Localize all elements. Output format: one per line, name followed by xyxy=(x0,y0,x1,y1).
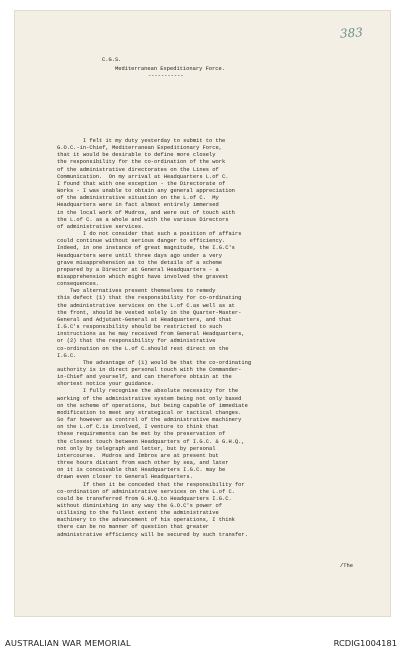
body-line: machinery to the advancement of his operations, I think xyxy=(57,517,235,524)
body-line: G.O.C.-in-Chief, Mediterranean Expeditionary Force, xyxy=(57,145,222,152)
body-line: the front, should be vested solely in the Quarter-Master- xyxy=(57,309,242,316)
body-line: Communication. On my arrival at Headquarters L.of C. xyxy=(57,173,229,180)
body-line: I felt it my duty yesterday to submit to the xyxy=(57,138,226,144)
addressee-line: C.G.S. xyxy=(102,57,122,63)
body-line: working of the administrative system being not only based xyxy=(57,395,242,402)
body-line: could continue without serious danger to efficiency. xyxy=(57,238,226,245)
body-line: misapprehension which might have involved the gravest xyxy=(57,273,229,280)
body-line: on the scheme of operations, but being capable of immediate xyxy=(57,402,248,409)
body-line: I.G.C's responsibility should be restricted to such xyxy=(57,324,222,331)
body-line: I found that with one exception - the Directorate of xyxy=(57,180,226,187)
body-line: shortest notice your guidance. xyxy=(57,381,155,388)
body-line: three hours distant from each other by sea, and later xyxy=(57,460,229,467)
body-line: in-Chief and yourself, and can therefore obtain at the xyxy=(57,374,232,381)
addressee-underline: ----------- xyxy=(148,73,184,79)
body-line: prepared by a Director at General Headquarters - a xyxy=(57,266,219,273)
body-line: grave misapprehension as to the details of a scheme xyxy=(57,259,222,266)
body-line: co-ordination of administrative services on the L.of C. xyxy=(57,488,235,495)
catchword: /The xyxy=(340,563,353,569)
body-line: on it is conceivable that Headquarters I.G.C. may be xyxy=(57,467,226,474)
body-line: or (2) that the responsibility for administrative xyxy=(57,338,216,345)
body-line: Headquarters were in fact almost entirely immersed xyxy=(57,202,219,209)
body-line: this defect (1) that the responsibility for co-ordinating xyxy=(57,295,242,302)
body-line: without diminishing in any way the G.O.C's power of xyxy=(57,502,222,509)
folio-number: 383 xyxy=(339,25,364,41)
body-line: authority is in direct personal touch with the Commander- xyxy=(57,367,242,373)
body-line: administrative efficiency will be secured by such transfer. xyxy=(57,531,248,538)
body-line: that it would be desirable to define more closely xyxy=(57,152,216,159)
addressee-force-line: Mediterranean Expeditionary Force. xyxy=(115,66,225,72)
body-line: Headquarters were until three days ago under a very xyxy=(57,252,222,259)
body-line: of the administrative directorates on the Lines of xyxy=(57,166,219,173)
body-line: So far however as control of the administrative machinery xyxy=(57,417,242,424)
body-line: consequences. xyxy=(57,281,100,288)
body-line: on the L.of C.is involved, I venture to think that xyxy=(57,424,219,431)
body-line: the L.of C. as a whole and with the various Directors xyxy=(57,216,229,223)
body-line: modification to meet any strategical or tactical changes. xyxy=(57,409,242,416)
letter-body xyxy=(57,138,251,539)
archive-reference: RCDIG1004181 xyxy=(333,638,397,648)
body-line: co-ordination on the L.of C.should rest direct on the xyxy=(57,345,229,352)
body-line: instructions as he may received from General Headquarters, xyxy=(57,331,245,338)
body-line: of administrative services. xyxy=(57,223,145,230)
body-line: Two alternatives present themselves to remedy xyxy=(57,288,216,295)
body-line: If then it be conceded that the responsibility for xyxy=(57,481,245,488)
body-line: not only by telegraph and letter, but by personal xyxy=(57,445,216,452)
body-line: The advantage of (1) would be that the co-ordinating xyxy=(57,359,252,366)
body-line: in the local work of Mudros, and were out of touch with xyxy=(57,209,235,216)
body-line: drawn even closer to General Headquarters. xyxy=(57,474,193,481)
body-line: Indeed, in one instance of great magnitude, the I.G.C's xyxy=(57,245,235,252)
body-line: utilising to the fullest extent the administrative xyxy=(57,510,219,517)
archive-footer xyxy=(0,630,403,654)
body-line: intercourse. Mudros and Imbros are at present but xyxy=(57,452,219,459)
body-line: I fully recognise the absolute necessity for the xyxy=(57,388,239,395)
body-line: could be transferred from G.H.Q.to Headquarters I.G.C. xyxy=(57,495,232,502)
body-line: of the administrative situation on the L.of C. My xyxy=(57,195,219,202)
body-line: the closest touch between Headquarters of I.G.C. & G.H.Q., xyxy=(57,438,245,445)
archive-name: AUSTRALIAN WAR MEMORIAL xyxy=(5,638,131,648)
body-line: these requirements can be met by the preservation of xyxy=(57,431,226,438)
body-line: there can be no manner of question that greater xyxy=(57,524,210,531)
body-line: I.G.C. xyxy=(57,352,77,359)
body-line: Works - I was unable to obtain any general appreciation xyxy=(57,188,235,195)
body-line: the administrative services on the L.of C.as well as at xyxy=(57,302,235,309)
body-line: the responsibility for the co-ordination of the work xyxy=(57,159,226,166)
body-line: I do not consider that such a position of affairs xyxy=(57,231,242,238)
body-line: General and Adjutant-General at Headquarters, and that xyxy=(57,316,232,323)
